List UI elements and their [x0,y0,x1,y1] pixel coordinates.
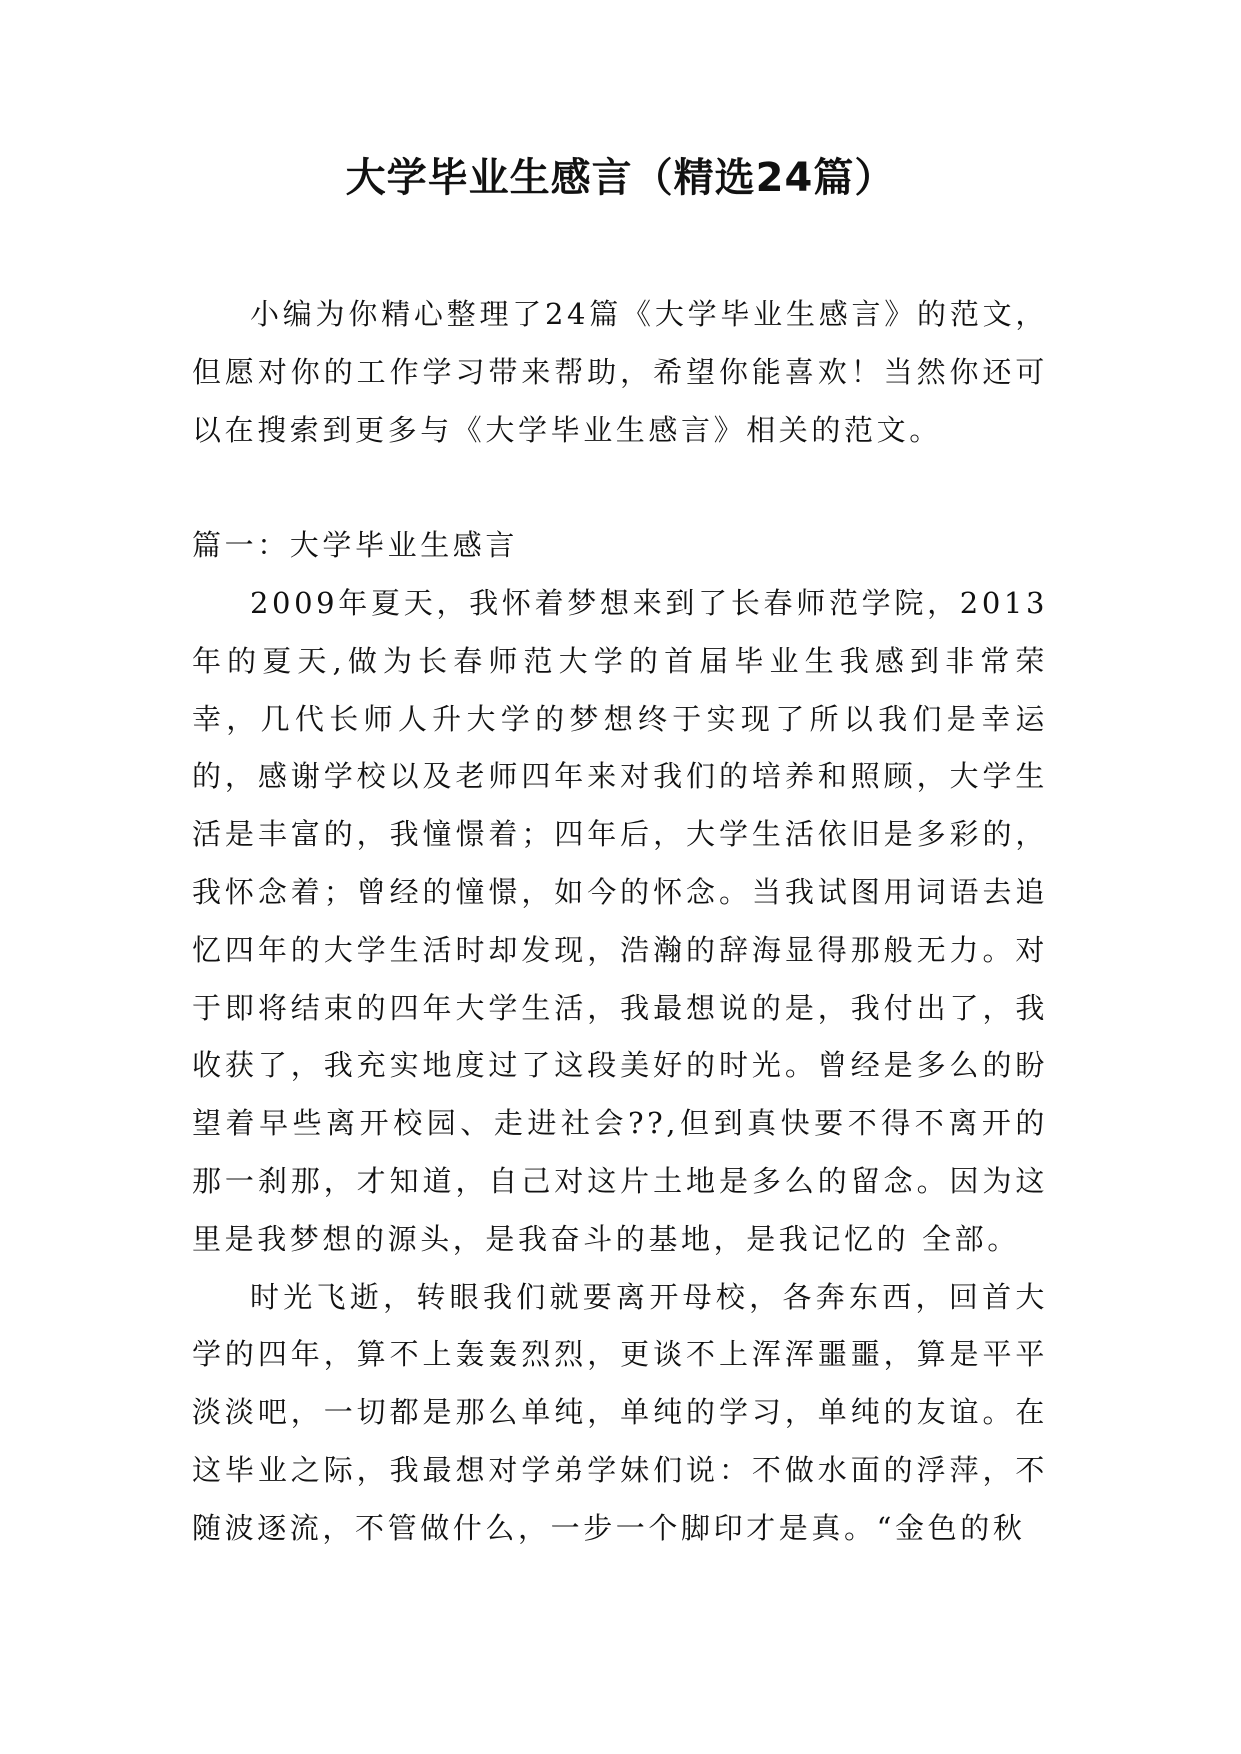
section-heading: 篇一：大学毕业生感言 [192,528,519,563]
document-body [192,286,1048,1558]
body-paragraph: 2009年夏天，我怀着梦想来到了长春师范学院，2013年的夏天,做为长春师范大学的首届毕业生我感到非常荣幸，几代长师人升大学的梦想终于实现了所以我们是幸运的，感谢学校以及老师四年来对我们的培养和照顾，大学生活是丰富的，我憧憬着；四年后，大学生活依旧是多彩的，我怀念着；曾经的憧憬，如今的怀念。当我试图用词语去追忆四年的大学生活时却发现，浩瀚的辞海显得那般无力。对于即将结束的四年大学生活，我最想说的是，我付出了，我收获了，我充实地度过了这段美好的时光。曾经是多么的盼望着早些离开校园、走进社会??,但到真快要不得不离开的那一刹那，才知道，自己对这片土地是多么的留念。因为这里是我梦想的源头，是我奋斗的基地，是我记忆的 全部。 [192,585,1048,1256]
body-paragraph: 时光飞逝，转眼我们就要离开母校，各奔东西，回首大学的四年，算不上轰轰烈烈，更谈不上浑浑噩噩，算是平平淡淡吧，一切都是那么单纯，单纯的学习，单纯的友谊。在这毕业之际，我最想对学弟学妹们说：不做水面的浮萍，不随波逐流，不管做什么，一步一个脚印才是真。“金色的秋 [192,1279,1048,1545]
intro-paragraph: 小编为你精心整理了24篇《大学毕业生感言》的范文，但愿对你的工作学习带来帮助，希望你能喜欢！当然你还可以在搜索到更多与《大学毕业生感言》相关的范文。 [192,297,1048,447]
document-title: 大学毕业生感言（精选24篇） [345,155,896,201]
